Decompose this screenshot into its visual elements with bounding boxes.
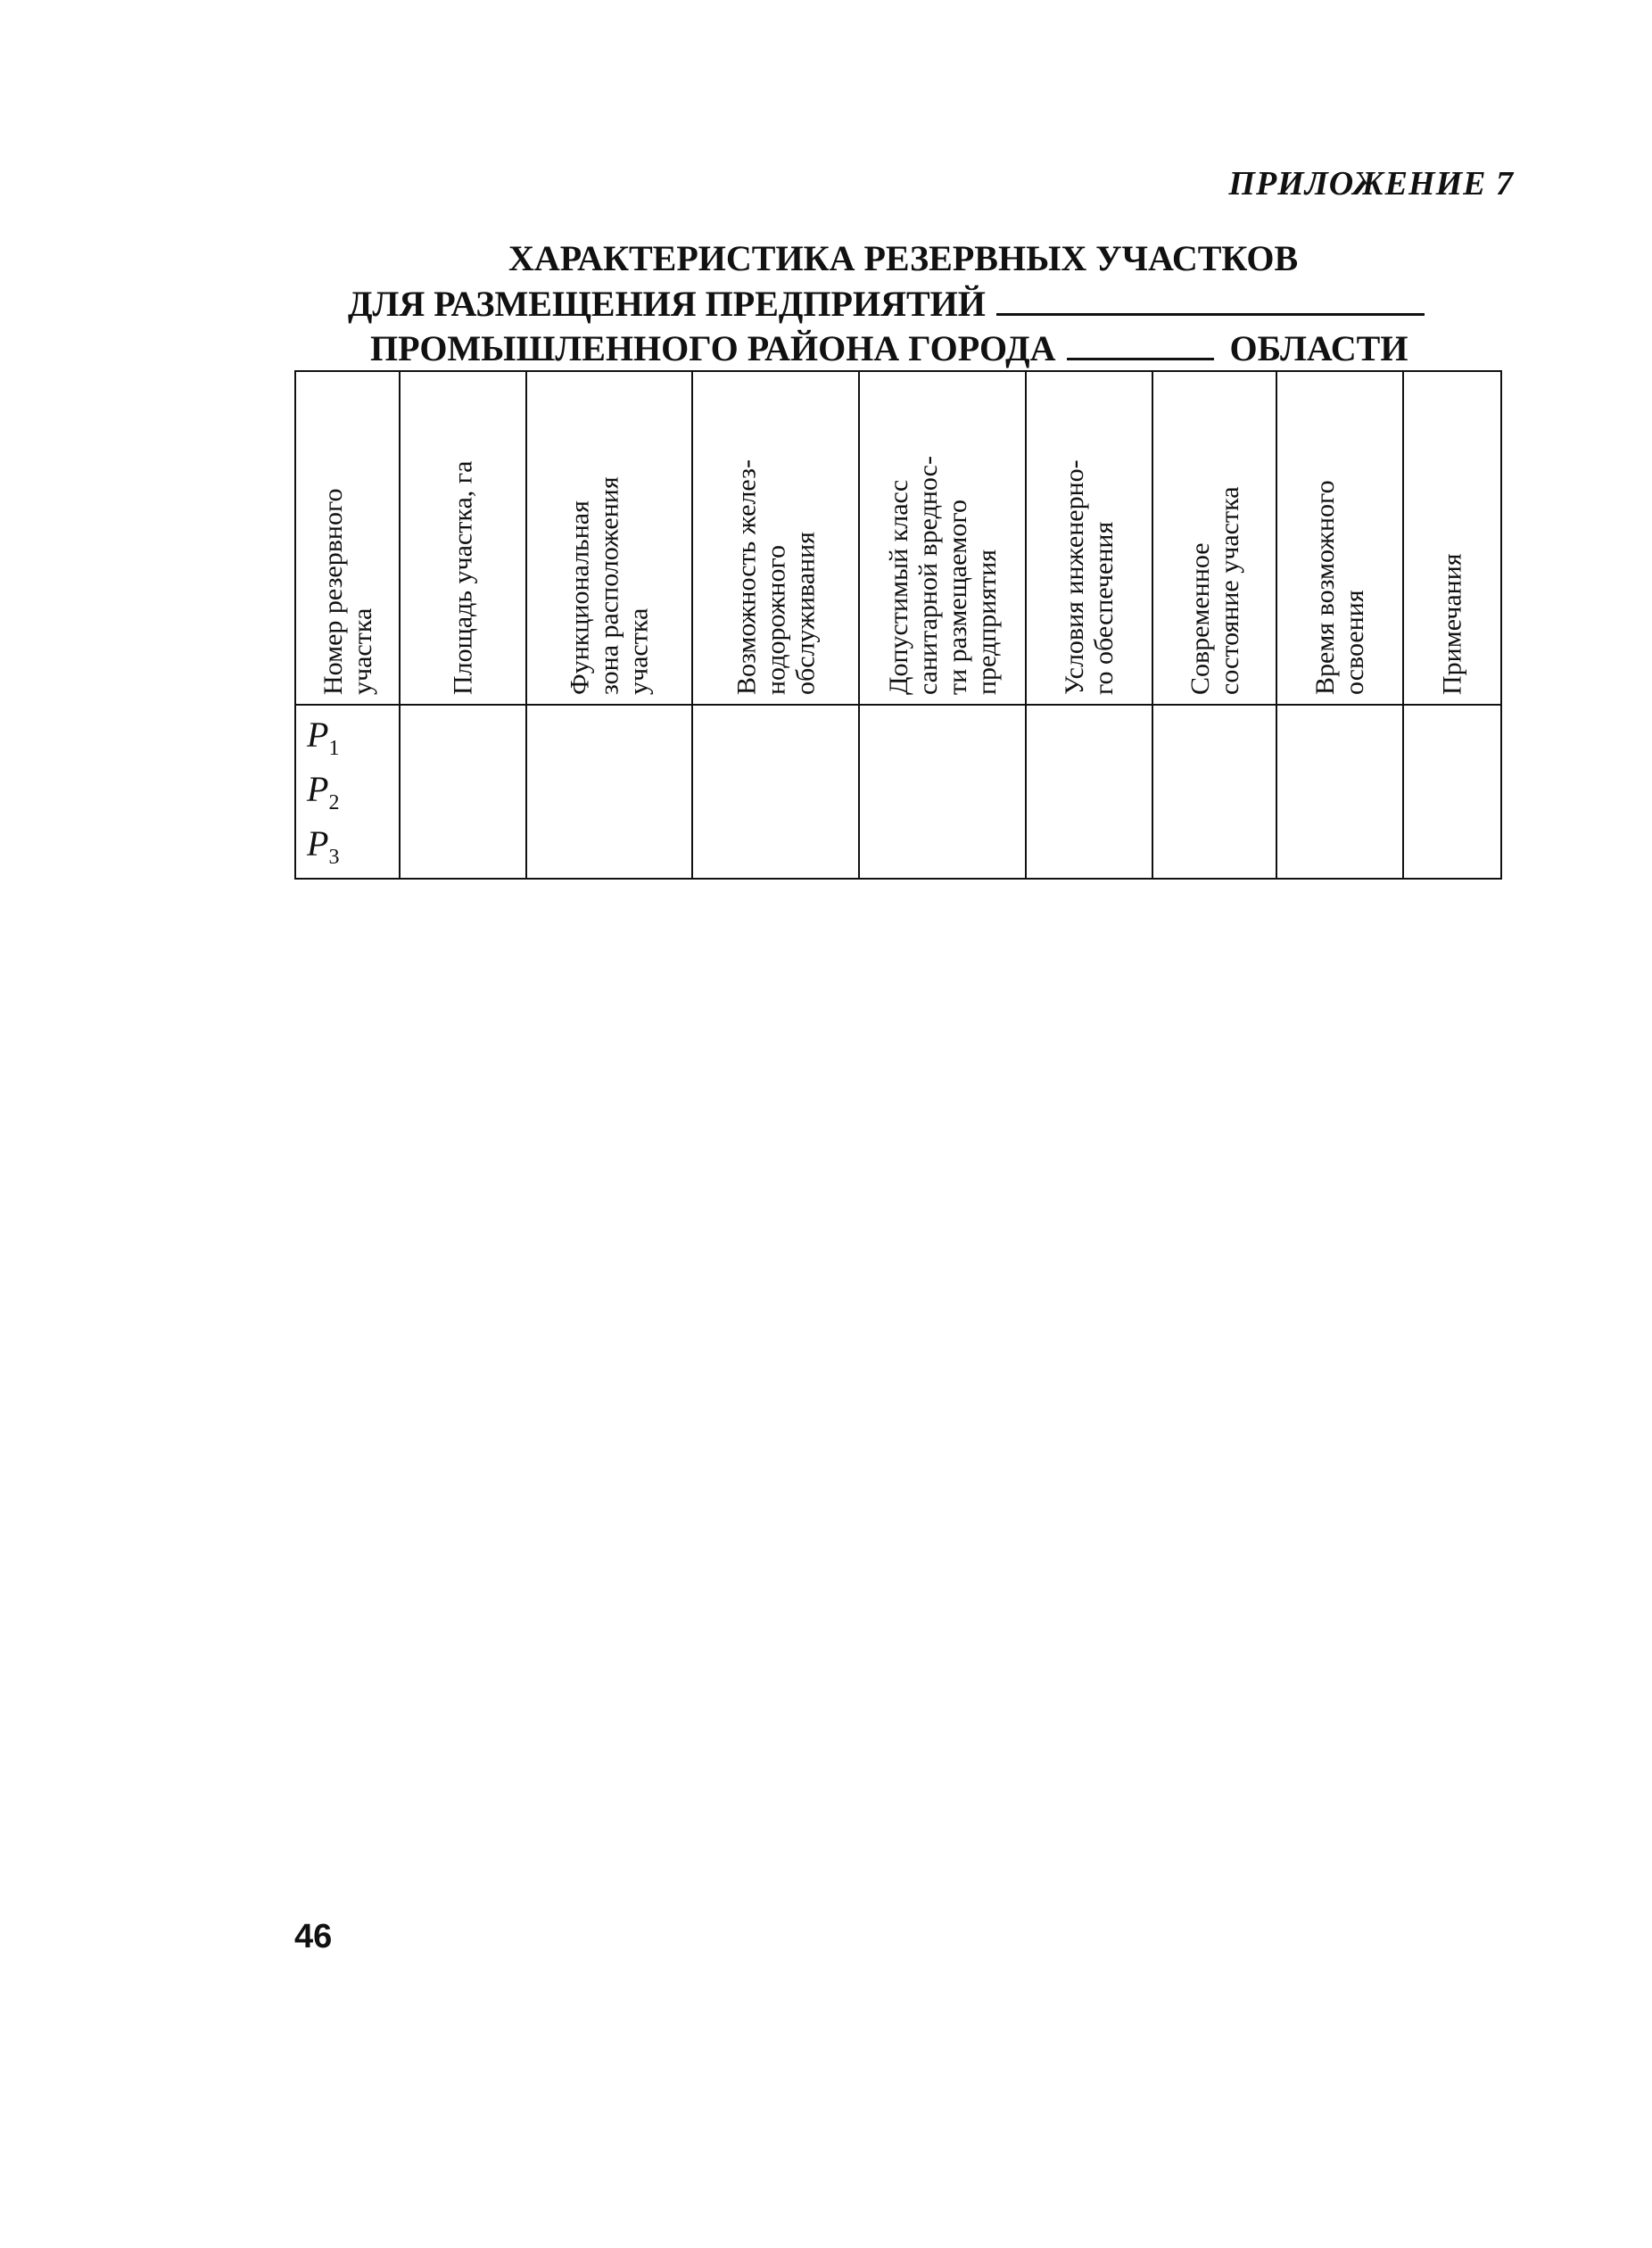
column-header: Площадь участка, га [400,371,526,705]
column-header: Возможность желез- нодорожного обслуживания [692,371,859,705]
column-header: Время возможного освоения [1276,371,1403,705]
title-text-2: ДЛЯ РАЗМЕЩЕНИЯ ПРЕДПРИЯТИЙ [348,284,986,324]
column-header: Примечания [1403,371,1501,705]
document-title [294,236,1499,370]
table-cell [1276,705,1403,879]
table-cell [1152,705,1276,879]
title-line-3 [294,326,1499,370]
site-label: $P_2$ [307,769,340,814]
site-label: $P_3$ [307,823,340,869]
table-cell-site-number [295,705,400,879]
appendix-label: ПРИЛОЖЕНИЕ 7 [1228,165,1514,202]
table-cell [400,705,526,879]
title-line-1 [294,236,1499,281]
site-list [296,706,399,878]
table-cell [1026,705,1152,879]
column-header: Номер резервного участка [295,371,400,705]
table-cell [859,705,1026,879]
title-text-3b: ОБЛАСТИ [1229,328,1408,368]
title-text-1: ХАРАКТЕРИСТИКА РЕЗЕРВНЫХ УЧАСТКОВ [508,238,1299,278]
fill-in-blank-enterprises [996,281,1425,316]
column-header: Функциональная зона расположения участка [526,371,692,705]
reserve-sites-table [294,370,1502,880]
column-header: Современное состояние участка [1152,371,1276,705]
title-line-2 [294,281,1499,326]
table-header-row [295,371,1501,705]
page-number: 46 [294,1918,333,1955]
fill-in-blank-city [1067,326,1214,360]
table-cell [1403,705,1501,879]
title-text-3a: ПРОМЫШЛЕННОГО РАЙОНА ГОРОДА [370,328,1056,368]
table-cell [692,705,859,879]
table-cell [526,705,692,879]
table-row [295,705,1501,879]
column-header: Условия инженерно- го обеспечения [1026,371,1152,705]
column-header: Допустимый класс санитарной вреднос- ти размещаемого предприятия [859,371,1026,705]
site-label: $P_1$ [307,715,340,760]
